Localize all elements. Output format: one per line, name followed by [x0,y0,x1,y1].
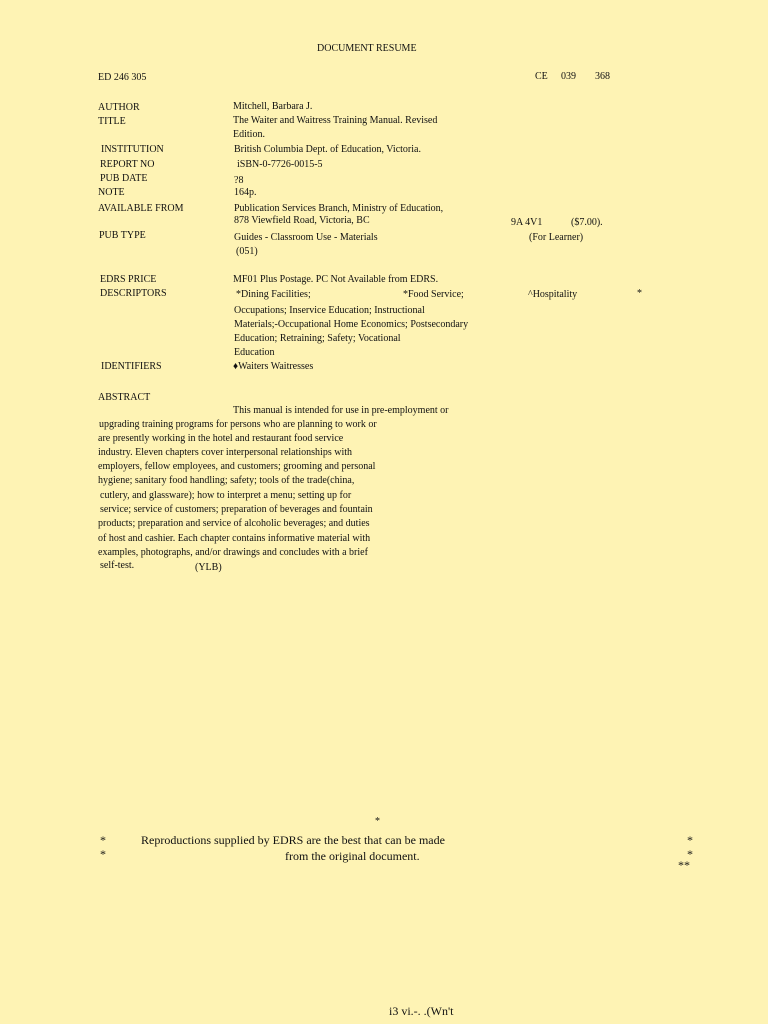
identifiers-value: ♦Waiters Waitresses [233,361,314,372]
abstract-line: industry. Eleven chapters cover interpersonal relationships with [98,447,352,458]
available-from-postal: 9A 4V1 [511,217,543,228]
abstract-line: cutlery, and glassware); how to interpret a menu; setting up for [100,490,352,501]
descriptor-hospitality: ^Hospitality [528,289,578,300]
pub-type-learner: (For Learner) [529,232,584,243]
institution-value: British Columbia Dept. of Education, Victoria. [234,144,421,155]
ed-number: ED 246 305 [98,72,147,83]
available-from-label: AVAILABLE FROM [98,203,184,214]
title-line-2: Edition. [233,129,265,140]
available-from-price: ($7.00). [571,217,603,228]
title-label: TITLE [98,116,126,127]
abstract-line: self-test. [100,560,135,571]
footer-star-right-3: ** [678,858,690,872]
pub-date-value: ?8 [234,175,244,186]
abstract-line: examples, photographs, and/or drawings and concludes with a brief [98,547,368,558]
ce-code: CE [535,71,548,82]
abstract-line: upgrading training programs for persons who are planning to work or [99,419,377,430]
footer-star-left-1: * [100,833,106,847]
available-from-line-1: Publication Services Branch, Ministry of Education, [234,203,444,214]
footer-line-2: from the original document. [285,849,420,863]
abstract-line: This manual is intended for use in pre-employment or [233,405,449,416]
abstract-signature: (YLB) [195,562,222,573]
edrs-price-label: EDRS PRICE [100,274,157,285]
identifiers-label: IDENTIFIERS [101,361,162,372]
author-label: AUTHOR [98,102,140,113]
footer-line-1: Reproductions supplied by EDRS are the best that can be made [141,833,445,847]
descriptors-line-2: Occupations; Inservice Education; Instructional [234,305,425,316]
author-value: Mitchell, Barbara J. [233,101,313,112]
footer-star-top: * [375,816,380,827]
pub-date-label: PUB DATE [100,173,148,184]
abstract-label: ABSTRACT [98,392,151,403]
pub-type-label: PUB TYPE [99,230,146,241]
footer-star-right-2: * [687,847,693,861]
institution-label: INSTITUTION [101,144,164,155]
footer-star-left-2: * [100,847,106,861]
title-line-1: The Waiter and Waitress Training Manual. Revised [233,115,438,126]
abstract-line: service; service of customers; preparation of beverages and fountain [100,504,373,515]
ce-number-2: 368 [595,71,610,82]
available-from-line-2: 878 Viewfield Road, Victoria, BC [234,215,370,226]
edrs-price-value: MF01 Plus Postage. PC Not Available from EDRS. [233,274,439,285]
descriptor-food-service: *Food Service; [403,289,464,300]
abstract-line: hygiene; sanitary food handling; safety; tools of the trade(china, [98,475,355,486]
abstract-line: products; preparation and service of alcoholic beverages; and duties [98,518,370,529]
pub-type-line-1: Guides - Classroom Use - Materials [234,232,378,243]
report-number-label: REPORT NO [100,159,155,170]
ce-number-1: 039 [561,71,576,82]
abstract-line: are presently working in the hotel and restaurant food service [98,433,344,444]
bottom-artifact-text: i3 vi.-. .(Wn't [389,1004,454,1018]
abstract-line: of host and cashier. Each chapter contains informative material with [98,533,371,544]
descriptors-line-5: Education [234,347,275,358]
abstract-line: employers, fellow employees, and customers; grooming and personal [98,461,376,472]
descriptor-dining: *Dining Facilities; [236,289,311,300]
report-number-value: iSBN-0-7726-0015-5 [237,159,323,170]
descriptors-line-4: Education; Retraining; Safety; Vocational [234,333,401,344]
note-value: 164p. [234,187,257,198]
pub-type-line-2: (051) [236,246,258,257]
note-label: NOTE [98,187,125,198]
descriptors-line-3: Materials;-Occupational Home Economics; Postsecondary [234,319,469,330]
descriptors-label: DESCRIPTORS [100,288,167,299]
document-title: DOCUMENT RESUME [317,43,417,54]
footer-star-right-1: * [687,833,693,847]
descriptor-star: * [637,288,642,299]
